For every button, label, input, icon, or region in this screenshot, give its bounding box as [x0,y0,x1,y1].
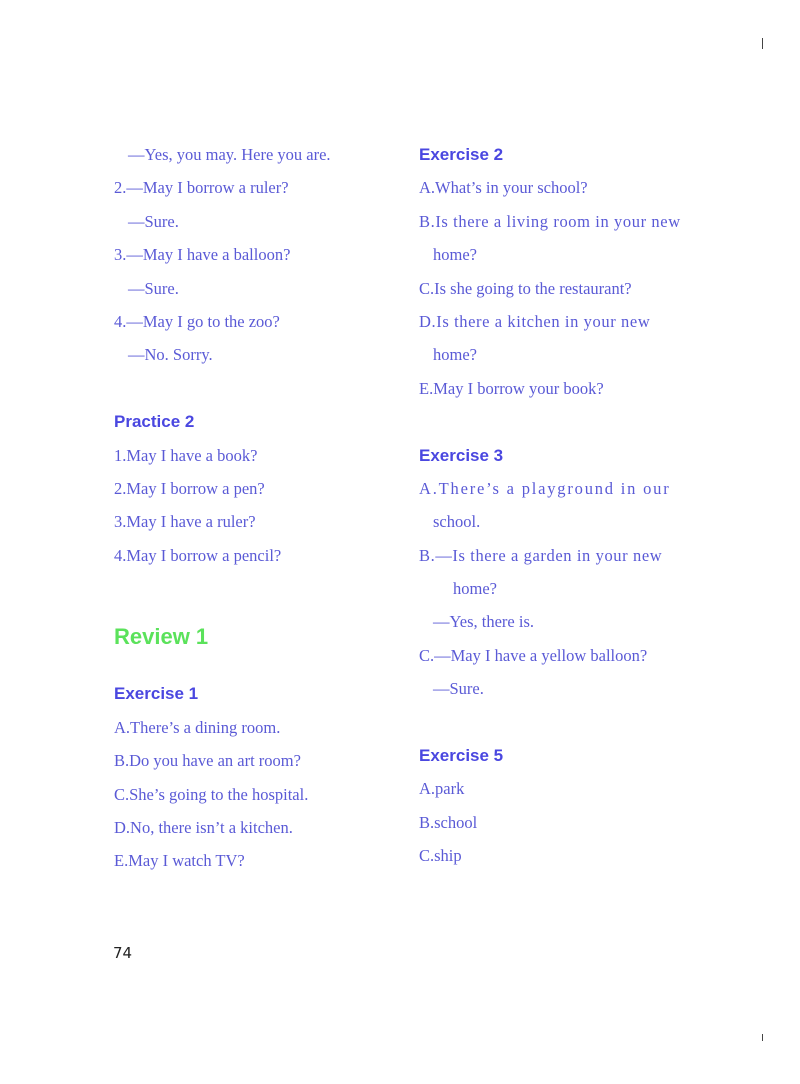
answer-line: A.park [419,779,465,799]
answer-line: 4.—May I go to the zoo? [114,311,280,331]
answer-line: C.ship [419,846,462,866]
answer-line: 2.May I borrow a pen? [114,478,265,498]
answer-line: —Sure. [433,679,484,699]
answer-line: —Yes, there is. [433,612,534,632]
exercise-1-heading: Exercise 1 [114,684,199,704]
answer-line: 1.May I have a book? [114,445,258,465]
answer-line: C.—May I have a yellow balloon? [419,645,648,665]
answer-line: A.What’s in your school? [419,178,588,198]
answer-line: B.—Is there a garden in your new [419,545,663,565]
exercise-2-heading: Exercise 2 [419,145,504,164]
answer-line: 3.May I have a ruler? [114,512,256,532]
answer-line: 3.—May I have a balloon? [114,245,291,265]
page-number: 74 [113,944,133,962]
answer-line: D.Is there a kitchen in your new [419,311,651,331]
answer-line: school. [433,512,481,532]
answer-line: E.May I borrow your book? [419,378,604,398]
left-column [114,138,404,878]
answer-line: 4.May I borrow a pencil? [114,545,282,565]
answer-line: C.She’s going to the hospital. [114,784,309,804]
answer-line: —Yes, you may. Here you are. [128,145,331,164]
answer-line: home? [453,579,497,599]
answer-line: A.There’s a playground in our [419,478,671,498]
crop-mark-bottom [762,1034,763,1041]
answer-line: —No. Sorry. [128,345,213,365]
answer-line: B.Is there a living room in your new [419,211,681,231]
review-title: Review 1 [114,624,209,650]
answer-line: C.Is she going to the restaurant? [419,278,632,298]
answer-line: A.There’s a dining room. [114,717,281,737]
answer-line: B.school [419,812,478,832]
answer-line: —Sure. [128,211,179,231]
answer-line: B.Do you have an art room? [114,751,301,771]
exercise-3-heading: Exercise 3 [419,445,504,465]
answer-line: home? [433,345,477,365]
answer-line: —Sure. [128,278,179,298]
right-column [419,138,709,873]
answer-line: 2.—May I borrow a ruler? [114,178,289,198]
answer-line: E.May I watch TV? [114,851,245,871]
crop-mark-top [762,38,763,49]
practice-2-heading: Practice 2 [114,412,195,432]
answer-line: home? [433,245,477,265]
answer-line: D.No, there isn’t a kitchen. [114,818,293,838]
exercise-5-heading: Exercise 5 [419,746,504,766]
